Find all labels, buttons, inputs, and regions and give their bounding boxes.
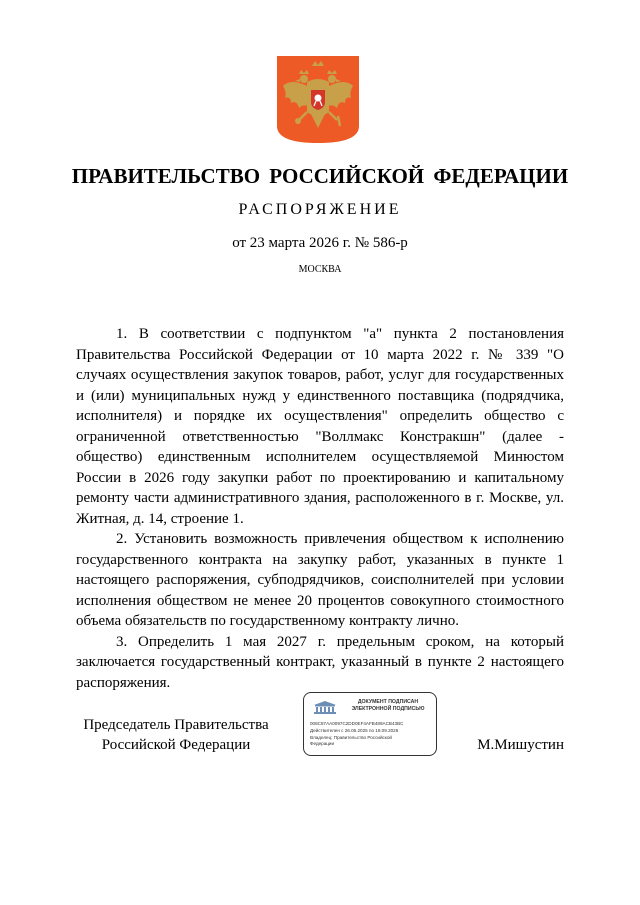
signatory-name: М.Мишустин	[477, 737, 564, 753]
document-body	[76, 324, 564, 693]
stamp-owner-line-1: Владелец: Правительство Российской	[310, 735, 392, 740]
government-title: ПРАВИТЕЛЬСТВО РОССИЙСКОЙ ФЕДЕРАЦИИ	[71, 164, 569, 188]
document-city: МОСКВА	[298, 264, 342, 275]
government-building-icon	[310, 698, 340, 716]
stamp-validity: Действителен с 26.06.2025 по 19.09.2026	[310, 728, 399, 733]
paragraph-1: 1. В соответствии с подпунктом "а" пункта 2 постановления Правительства Российской Федерации от 10 марта 2022 г. № 339 "О случаях осуществления закупок товаров, работ, услуг для государственных и (или) муниципальных нужд у единственного поставщика (подрядчика, исполнителя) и порядке их осуществления" определить общество с ограниченной ответственностью "Воллмакс Констракшн" (далее - общество) единственным исполнителем осуществляемой Минюстом России в 2026 году закупки работ по проектированию и капитальному ремонту части административного здания, расположенного в г. Москве, ул. Житная, д. 14, строение 1.	[76, 326, 564, 527]
position-line-1: Председатель Правительства	[83, 717, 269, 733]
position-line-2: Российской Федерации	[101, 737, 251, 753]
stamp-owner-line-2: Федерации	[310, 741, 335, 746]
document-type: РАСПОРЯЖЕНИЕ	[238, 201, 402, 218]
signatory-position	[76, 715, 276, 755]
electronic-signature-stamp	[303, 692, 437, 756]
stamp-title-line-2: ЭЛЕКТРОННОЙ ПОДПИСЬЮ	[351, 706, 425, 712]
double-headed-eagle-icon	[277, 56, 359, 143]
stamp-title-line-1: ДОКУМЕНТ ПОДПИСАН	[357, 699, 419, 705]
stamp-certificate: 008C87AA0097C2DD0EF4AFB489ACB43BC	[310, 721, 404, 726]
coat-of-arms-emblem	[277, 56, 359, 143]
paragraph-3: 3. Определить 1 мая 2027 г. предельным сроком, на который заключается государственный контракт, указанный в пункте 2 настоящего распоряжения.	[76, 633, 564, 691]
stamp-title	[342, 699, 434, 713]
document-date-number: от 23 марта 2026 г. № 586-р	[232, 235, 408, 251]
paragraph-2: 2. Установить возможность привлечения обществом к исполнению государственного контракта на закупку работ, указанных в пункте 1 настоящего распоряжения, субподрядчиков, соисполнителей при условии исполнения обществом не менее 20 процентов совокупного стоимостного объема обязательств по государственному контракту лично.	[76, 531, 564, 629]
